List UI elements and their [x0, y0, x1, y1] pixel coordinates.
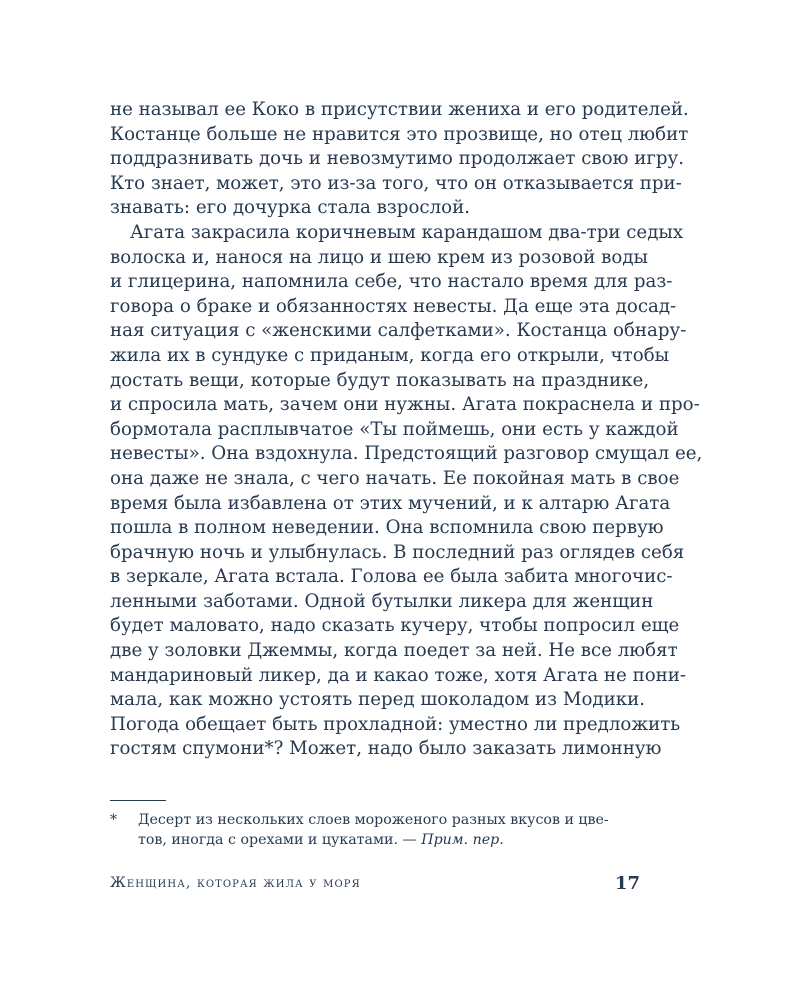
- text-line: две у золовки Джеммы, когда поедет за ней. Не все любят: [110, 640, 678, 662]
- footnote: [110, 810, 640, 850]
- text-line: и спросила мать, зачем они нужны. Агата покраснела и про-: [110, 394, 700, 416]
- page-number: 17: [614, 873, 640, 894]
- running-title: Женщина, которая жила у моря: [110, 875, 361, 891]
- text-line: знавать: его дочурка стала взрослой.: [110, 197, 470, 219]
- text-line: ленными заботами. Одной бутылки ликера для женщин: [110, 590, 654, 612]
- text-line: гостям спумони*? Может, надо было заказать лимонную: [110, 738, 662, 760]
- text-line: жила их в сундуке с приданым, когда его открыли, чтобы: [110, 344, 670, 366]
- text-line: она даже не знала, с чего начать. Ее покойная мать в свое: [110, 467, 680, 489]
- text-line: Кто знает, может, это из-за того, что он отказывается при-: [110, 172, 682, 194]
- footnote-marker: *: [110, 812, 118, 828]
- text-line: пошла в полном неведении. Она вспомнила свою первую: [110, 517, 664, 539]
- text-line: поддразнивать дочь и невозмутимо продолжает свою игру.: [110, 148, 684, 170]
- text-line: говора о браке и обязанностях невесты. Да еще эта досад-: [110, 295, 677, 317]
- text-line: в зеркале, Агата встала. Голова ее была забита многочис-: [110, 566, 673, 588]
- text-line: бормотала расплывчатое «Ты поймешь, они есть у каждой: [110, 418, 679, 440]
- footnote-divider: [110, 800, 166, 801]
- text-line: и глицерина, напомнила себе, что настало время для раз-: [110, 271, 673, 293]
- text-line: невесты». Она вздохнула. Предстоящий разговор смущал ее,: [110, 443, 703, 465]
- text-line: брачную ночь и улыбнулась. В последний раз оглядев себя: [110, 541, 685, 563]
- text-line: будет маловато, надо сказать кучеру, чтобы попросил еще: [110, 615, 680, 637]
- running-footer: [110, 873, 640, 895]
- text-line: мандариновый ликер, да и какао тоже, хотя Агата не пони-: [110, 664, 687, 686]
- text-line: Агата закрасила коричневым карандашом два-три седых: [130, 221, 684, 243]
- translator-note: Прим. пер.: [421, 832, 504, 848]
- text-line: не называл ее Коко в присутствии жениха и его родителей.: [110, 99, 689, 120]
- footnote-line: Десерт из нескольких слоев мороженого разных вкусов и цве-: [138, 812, 609, 828]
- footnote-line: [110, 830, 640, 850]
- text-line: мала, как можно устоять перед шоколадом из Модики.: [110, 689, 646, 711]
- body-text: [110, 98, 703, 762]
- text-line: Погода обещает быть прохладной: уместно ли предложить: [110, 713, 681, 735]
- text-line: Костанце больше не нравится это прозвище, но отец любит: [110, 123, 689, 145]
- text-line: ная ситуация с «женскими салфетками». Костанца обнару-: [110, 320, 687, 342]
- text-line: достать вещи, которые будут показывать на празднике,: [110, 369, 650, 391]
- footnote-text: тов, иногда с орехами и цукатами. —: [138, 832, 422, 848]
- text-line: волоска и, нанося на лицо и шею крем из розовой воды: [110, 246, 649, 268]
- text-line: время была избавлена от этих мучений, и к алтарю Агата: [110, 492, 671, 514]
